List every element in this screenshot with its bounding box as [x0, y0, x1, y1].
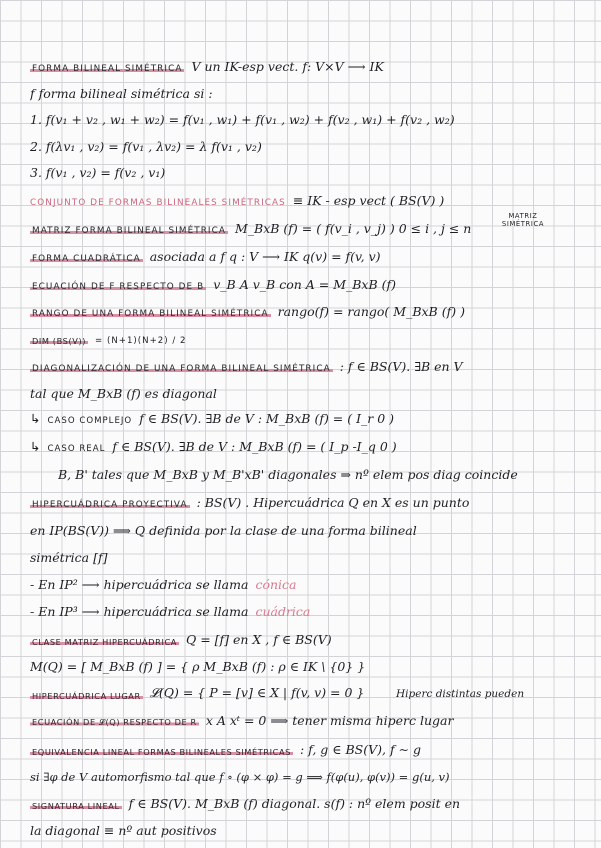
row-property-2: [30, 132, 593, 154]
heading-matriz-forma: MATRIZ FORMA BILINEAL SIMÉTRICA: [32, 226, 226, 236]
intro-text: f forma bilineal simétrica si :: [30, 86, 213, 101]
heading-diagonalizacion: DIAGONALIZACIÓN DE UNA FORMA BILINEAL SIMÉTRICA: [32, 364, 331, 374]
row-m-q: [30, 652, 593, 674]
conica-term: cónica: [255, 577, 297, 592]
row-clase-matriz: [30, 625, 593, 647]
tal-que-text: tal que M_BxB (f) es diagonal: [30, 386, 217, 401]
note-hiperc-distintas: Hiperc distintas pueden: [396, 688, 525, 700]
heading-ecuacion-lq: ECUACIÓN DE 𝓛(Q) RESPECTO DE R: [32, 717, 197, 727]
signatura-text: f ∈ BS(V). M_BxB (f) diagonal. s(f) : nº elem posit en: [128, 796, 461, 811]
m-q-text: M(Q) = [ M_BxB (f) ] = { ρ M_BxB (f) : ρ ∈ IK \ {0} }: [30, 659, 366, 674]
label-caso-complejo: CASO COMPLEJO: [47, 416, 133, 426]
row-forma-bilineal: [30, 52, 593, 74]
b-bprime-text: B, B' tales que M_BxB y M_B'xB' diagonales ⇒ nº elem pos diag coincide: [58, 467, 518, 482]
row-caso-complejo: [30, 404, 593, 426]
la-diagonal-text: la diagonal ≡ nº aut positivos: [30, 823, 217, 838]
row-property-3: [30, 158, 593, 180]
row-forma-cuadratica: [30, 242, 593, 264]
lugar-text: 𝓛(Q) = { P = [v] ∈ X | f(v, v) = 0 }: [149, 685, 365, 700]
heading-signatura-lineal: SIGNATURA LINEAL: [32, 801, 120, 811]
row-simetrica-f: [30, 543, 593, 565]
diagonalizacion-text: : f ∈ BS(V). ∃B en V: [339, 359, 463, 374]
equivalencia-text: : f, g ∈ BS(V), f ∼ g: [299, 742, 421, 757]
property-2-text: 2. f(λv₁ , v₂) = f(v₁ , λv₂) = λ f(v₁ , v₂): [30, 139, 262, 154]
return-arrow-icon: ↳: [30, 411, 41, 426]
caso-real-text: f ∈ BS(V). ∃B de V : M_BxB (f) = ( I_p -I_q 0 ): [112, 439, 397, 454]
row-conjunto-formas: [30, 186, 593, 208]
simetrica-f-text: simétrica [f]: [30, 550, 108, 565]
row-definition-intro: [30, 79, 593, 101]
row-en-ip: [30, 516, 593, 538]
heading-forma-bilineal-simetrica: FORMA BILINEAL SIMÉTRICA: [32, 64, 183, 74]
heading-conjunto-formas: CONJUNTO DE FORMAS BILINEALES SIMÉTRICAS: [30, 198, 286, 208]
caso-complejo-text: f ∈ BS(V). ∃B de V : M_BxB (f) = ( I_r 0 ): [139, 411, 395, 426]
return-arrow-icon: ↳: [30, 439, 41, 454]
cuadrica-term: cuádrica: [255, 604, 311, 619]
row-signatura: [30, 789, 593, 811]
row-automorfismo: [30, 762, 593, 784]
en-ip2-text: - En IP² ⟶ hipercuádrica se llama: [30, 577, 249, 592]
conjunto-text: ≡ IK - esp vect ( BS(V) ): [292, 193, 445, 208]
row-diagonalizacion: [30, 352, 593, 374]
row-hipercuadrica-proyectiva: [30, 488, 593, 510]
matriz-text: M_BxB (f) = ( f(v_i , v_j) ) 0 ≤ i , j ≤ n: [234, 221, 472, 236]
property-3-text: 3. f(v₁ , v₂) = f(v₂ , v₁): [30, 165, 166, 180]
heading-dim: DIM (BS(V)): [32, 336, 87, 346]
row-en-ip3: [30, 597, 593, 619]
row-ecuacion-f: [30, 270, 593, 292]
heading-ecuacion-f: ECUACIÓN DE F RESPECTO DE B: [32, 282, 205, 292]
row-caso-real: [30, 432, 593, 454]
row-tal-que: [30, 379, 593, 401]
row-matriz-forma: [30, 214, 531, 236]
en-ip3-text: - En IP³ ⟶ hipercuádrica se llama: [30, 604, 249, 619]
ecuacion-text: v_B A v_B con A = M_BxB (f): [213, 277, 397, 292]
row-ecuacion-lq: [30, 706, 593, 728]
row-la-diagonal: [30, 816, 593, 838]
label-caso-real: CASO REAL: [47, 444, 106, 454]
row-equivalencia-lineal: [30, 735, 593, 757]
row-rango: [30, 297, 593, 319]
heading-hipercuadrica-lugar: HIPERCUÁDRICA LUGAR: [32, 691, 141, 701]
heading-equivalencia-lineal: EQUIVALENCIA LINEAL FORMAS BILINEALES SIMÉTRICAS: [32, 747, 291, 757]
heading-forma-cuadratica: FORMA CUADRÁTICA: [32, 254, 141, 264]
row-property-1: [30, 105, 593, 127]
row-b-bprime: [58, 460, 593, 482]
heading-clase-matriz: CLASE MATRIZ HIPERCUÁDRICA: [32, 637, 177, 647]
definition-text: V un IK-esp vect. f: V×V ⟶ IK: [191, 59, 384, 74]
dim-text: = (N+1)(N+2) / 2: [95, 336, 187, 346]
cuadratica-text: asociada a f q : V ⟶ IK q(v) = f(v, v): [149, 249, 381, 264]
clase-matriz-text: Q = [f] en X , f ∈ BS(V): [185, 632, 332, 647]
rango-text: rango(f) = rango( M_BxB (f) ): [277, 304, 465, 319]
en-ip-text: en IP(BS(V)) ⟹ Q definida por la clase de una forma bilineal: [30, 523, 417, 538]
ecuacion-lq-text: x A xᵗ = 0 ⟹ tener misma hiperc lugar: [205, 713, 454, 728]
row-dim: [30, 324, 593, 346]
heading-rango: RANGO DE UNA FORMA BILINEAL SIMÉTRICA: [32, 309, 269, 319]
property-1-text: 1. f(v₁ + v₂ , w₁ + w₂) = f(v₁ , w₁) + f(v₁ , w₂) + f(v₂ , w₁) + f(v₂ , w₂): [30, 112, 455, 127]
automorfismo-text: si ∃φ de V automorfismo tal que f ∘ (φ × φ) = g ⟹ f(φ(u), φ(v)) = g(u, v): [30, 770, 450, 784]
row-en-ip2: [30, 570, 593, 592]
hipercuadrica-text: : BS(V) . Hipercuádrica Q en X es un punto: [196, 495, 470, 510]
heading-hipercuadrica-proyectiva: HIPERCUÁDRICA PROYECTIVA: [32, 500, 188, 510]
note-matriz-simetrica: MATRIZ SIMÉTRICA: [501, 212, 545, 228]
